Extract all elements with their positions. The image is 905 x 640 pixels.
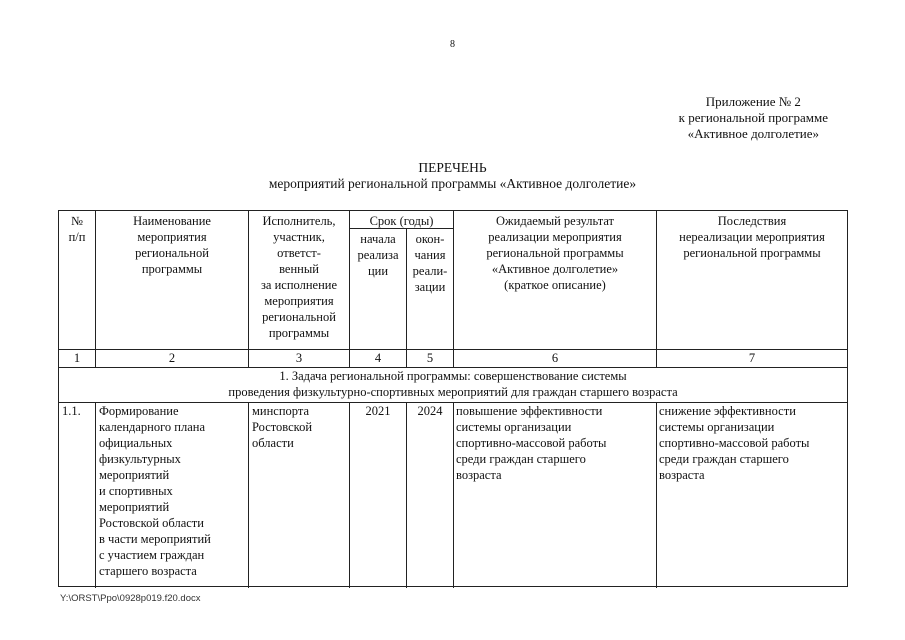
row-executor: минспорта Ростовской области bbox=[252, 404, 313, 450]
appendix-block bbox=[679, 94, 828, 142]
row-end-year: 2024 bbox=[417, 404, 443, 418]
appendix-line-3: «Активное долголетие» bbox=[687, 126, 820, 141]
col-number-1: 1 bbox=[73, 351, 81, 365]
col-number-7: 7 bbox=[748, 351, 756, 365]
appendix-line-2: к региональной программе bbox=[678, 110, 828, 125]
page-number: 8 bbox=[450, 39, 455, 50]
header-num: № п/п bbox=[68, 214, 86, 244]
row-result: повышение эффективности системы организации спортивно-массовой работы среди граждан старшего возраста bbox=[456, 404, 607, 482]
measures-table bbox=[58, 210, 848, 587]
header-result: Ожидаемый результат реализации мероприятия региональной программы «Активное долголетие» (краткое описание) bbox=[486, 214, 624, 292]
header-term-start: начала реализа ции bbox=[357, 232, 399, 278]
col-number-4: 4 bbox=[374, 351, 382, 365]
appendix-line-1: Приложение № 2 bbox=[705, 94, 801, 109]
document-heading bbox=[0, 160, 905, 192]
col-number-6: 6 bbox=[551, 351, 559, 365]
header-term-end: окон- чания реали- зации bbox=[412, 232, 448, 294]
row-num: 1.1. bbox=[62, 404, 81, 418]
row-consequences: снижение эффективности системы организации спортивно-массовой работы среди граждан старшего возраста bbox=[659, 404, 810, 482]
header-term: Срок (годы) bbox=[369, 214, 434, 228]
col-number-5: 5 bbox=[426, 351, 434, 365]
document-subtitle: мероприятий региональной программы «Активное долголетие» bbox=[268, 176, 637, 191]
row-start-year: 2021 bbox=[365, 404, 391, 418]
document-title: ПЕРЕЧЕНЬ bbox=[418, 160, 487, 175]
section-title: 1. Задача региональной программы: совершенствование системы проведения физкультурно-спортивных мероприятий для граждан старшего возраста bbox=[228, 369, 678, 399]
header-consequences: Последствия нереализации мероприятия региональной программы bbox=[679, 214, 825, 260]
file-path-footer: Y:\ORST\Ppo\0928p019.f20.docx bbox=[60, 593, 201, 604]
col-number-2: 2 bbox=[168, 351, 176, 365]
col-number-3: 3 bbox=[295, 351, 303, 365]
row-name: Формирование календарного плана официальных физкультурных мероприятий и спортивных мероприятий Ростовской области в части мероприятий с участием граждан старшего возраста bbox=[99, 404, 211, 578]
header-name: Наименование мероприятия региональной программы bbox=[133, 214, 211, 276]
header-executor: Исполнитель, участник, ответст- венный за исполнение мероприятия региональной программы bbox=[260, 214, 338, 340]
